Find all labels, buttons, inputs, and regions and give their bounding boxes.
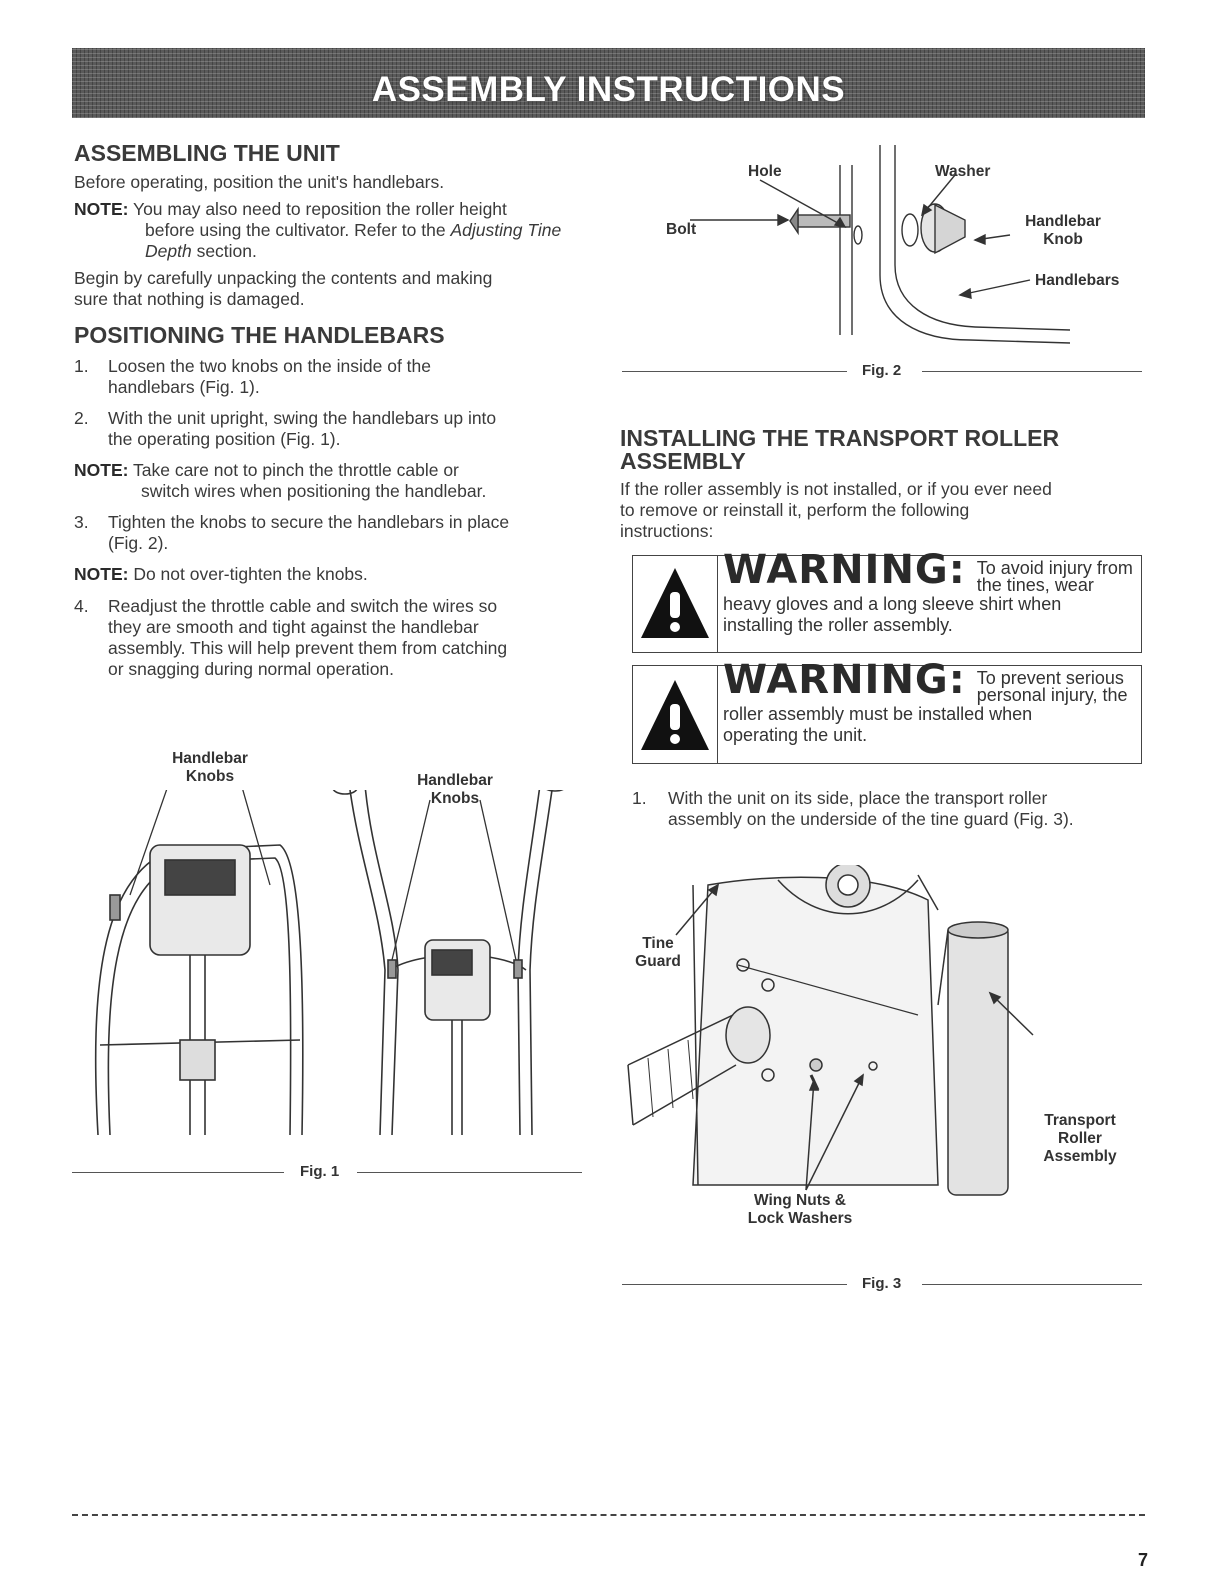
step-line: they are smooth and tight against the handlebar xyxy=(108,617,479,637)
fig2-hole-label: Hole xyxy=(748,163,782,180)
callout-text: Knobs xyxy=(430,790,480,807)
callout-text: Handlebar xyxy=(1025,213,1101,230)
assembling-note xyxy=(74,199,594,262)
fig3-roller-label xyxy=(1030,1112,1130,1166)
step-line: (Fig. 2). xyxy=(108,533,169,553)
step-number: 2. xyxy=(74,408,89,428)
unpack-line-1: Begin by carefully unpacking the contents and making xyxy=(74,268,493,288)
assembling-intro: Before operating, position the unit's handlebars. xyxy=(74,172,445,192)
fig2-washer-label: Washer xyxy=(935,163,991,180)
fig1-rule-right xyxy=(357,1172,582,1173)
note-line: Take care not to pinch the throttle cable or xyxy=(133,460,459,480)
callout-text: Assembly xyxy=(1043,1148,1117,1165)
step-2 xyxy=(74,408,496,450)
fig3-rule-left xyxy=(622,1284,847,1285)
page-number: 7 xyxy=(1137,1550,1148,1570)
callout-text: Tine xyxy=(642,935,674,952)
step-line: Readjust the throttle cable and switch the wires so xyxy=(108,596,498,616)
heading-line: INSTALLING THE TRANSPORT ROLLER xyxy=(620,425,1060,451)
fig3-label: Fig. 3 xyxy=(862,1275,902,1292)
callout-text: Handlebar xyxy=(417,772,493,789)
warning-head: To prevent serious xyxy=(976,668,1124,688)
fig3-wingnuts-label xyxy=(730,1192,870,1228)
note-overtighten xyxy=(74,564,368,585)
fig1-callout-left xyxy=(150,750,270,786)
step-number: 1. xyxy=(632,788,647,808)
fig1-label: Fig. 1 xyxy=(300,1163,340,1180)
step-line: With the unit on its side, place the transport roller xyxy=(668,788,1048,808)
warning-icon-cell xyxy=(633,556,718,652)
step-line: Loosen the two knobs on the inside of the xyxy=(108,356,432,376)
warning-box-install xyxy=(632,657,1142,764)
callout-text: Knobs xyxy=(185,768,235,785)
fig2-knob-label xyxy=(1013,213,1113,249)
warning-box-gloves xyxy=(632,547,1142,653)
note-text-3: section. xyxy=(196,241,257,261)
fig2-rule-left xyxy=(622,371,847,372)
intro-line: to remove or reinstall it, perform the following xyxy=(620,500,970,520)
step-3 xyxy=(74,512,509,554)
step-line: assembly on the underside of the tine guard (Fig. 3). xyxy=(668,809,1074,829)
note-italic-ref: Adjusting Tine Depth xyxy=(145,220,562,261)
intro-line: If the roller assembly is not installed, or if you ever need xyxy=(620,479,1052,499)
note-line: switch wires when positioning the handlebar. xyxy=(141,481,487,501)
fig1-illustration xyxy=(80,790,570,1140)
fig2-handlebars-label: Handlebars xyxy=(1035,272,1120,289)
step-line: assembly. This will help prevent them from catching xyxy=(108,638,508,658)
callout-text: Lock Washers xyxy=(747,1210,853,1227)
step-1 xyxy=(74,356,431,398)
step-number: 4. xyxy=(74,596,89,616)
warning-line: installing the roller assembly. xyxy=(723,615,953,635)
fig2-rule-right xyxy=(922,371,1142,372)
step-line: the operating position (Fig. 1). xyxy=(108,429,341,449)
callout-text: Transport xyxy=(1044,1112,1116,1129)
note-label: NOTE: xyxy=(74,460,129,480)
fig3-tine-guard-label xyxy=(628,935,688,971)
section-banner xyxy=(72,48,1145,118)
note-label: NOTE: xyxy=(74,199,129,219)
heading-line: ASSEMBLY xyxy=(620,448,746,474)
warning-line: roller assembly must be installed when xyxy=(723,704,1033,724)
note-label: NOTE: xyxy=(74,564,129,584)
intro-line: instructions: xyxy=(620,521,714,541)
warning-head: To avoid injury from xyxy=(976,558,1133,578)
warning-icon-cell xyxy=(633,666,718,763)
warning-line: operating the unit. xyxy=(723,725,868,745)
note-pinch xyxy=(74,460,486,502)
note-text-2: before using the cultivator. Refer to the xyxy=(145,220,446,240)
warning-word: WARNING: xyxy=(723,547,966,593)
fig3-rule-right xyxy=(922,1284,1142,1285)
warning-head: the tines, wear xyxy=(976,575,1094,595)
heading-assembling: ASSEMBLING THE UNIT xyxy=(74,140,340,166)
unpack-line-2: sure that nothing is damaged. xyxy=(74,289,305,309)
warning-body xyxy=(723,547,1135,636)
callout-text: Roller xyxy=(1058,1130,1102,1147)
warning-triangle-icon xyxy=(639,564,711,642)
step-line: or snagging during normal operation. xyxy=(108,659,395,679)
footer-rule xyxy=(72,1514,1145,1516)
page-title: ASSEMBLY INSTRUCTIONS xyxy=(371,70,846,109)
warning-triangle-icon xyxy=(639,676,711,754)
step-number: 3. xyxy=(74,512,89,532)
note-text-1: You may also need to reposition the roller height xyxy=(133,199,507,219)
roller-intro xyxy=(620,479,1052,542)
step-line: handlebars (Fig. 1). xyxy=(108,377,260,397)
callout-text: Guard xyxy=(635,953,681,970)
callout-text: Wing Nuts & xyxy=(754,1192,846,1209)
step-number: 1. xyxy=(74,356,89,376)
roller-step-1 xyxy=(632,788,1074,830)
callout-text: Handlebar xyxy=(172,750,248,767)
heading-roller xyxy=(620,427,1059,473)
fig2-bolt-label: Bolt xyxy=(666,221,697,238)
warning-word: WARNING: xyxy=(723,657,966,703)
fig1-rule-left xyxy=(72,1172,284,1173)
fig2-label: Fig. 2 xyxy=(862,362,902,379)
step-4 xyxy=(74,596,507,680)
warning-body xyxy=(723,657,1135,746)
step-line: With the unit upright, swing the handlebars up into xyxy=(108,408,497,428)
heading-positioning: POSITIONING THE HANDLEBARS xyxy=(74,322,445,348)
note-line: Do not over-tighten the knobs. xyxy=(133,564,368,584)
step-line: Tighten the knobs to secure the handlebars in place xyxy=(108,512,510,532)
warning-line: heavy gloves and a long sleeve shirt when xyxy=(723,594,1062,614)
callout-text: Knob xyxy=(1043,231,1083,248)
unpack-text xyxy=(74,268,492,310)
warning-head: personal injury, the xyxy=(976,685,1128,705)
